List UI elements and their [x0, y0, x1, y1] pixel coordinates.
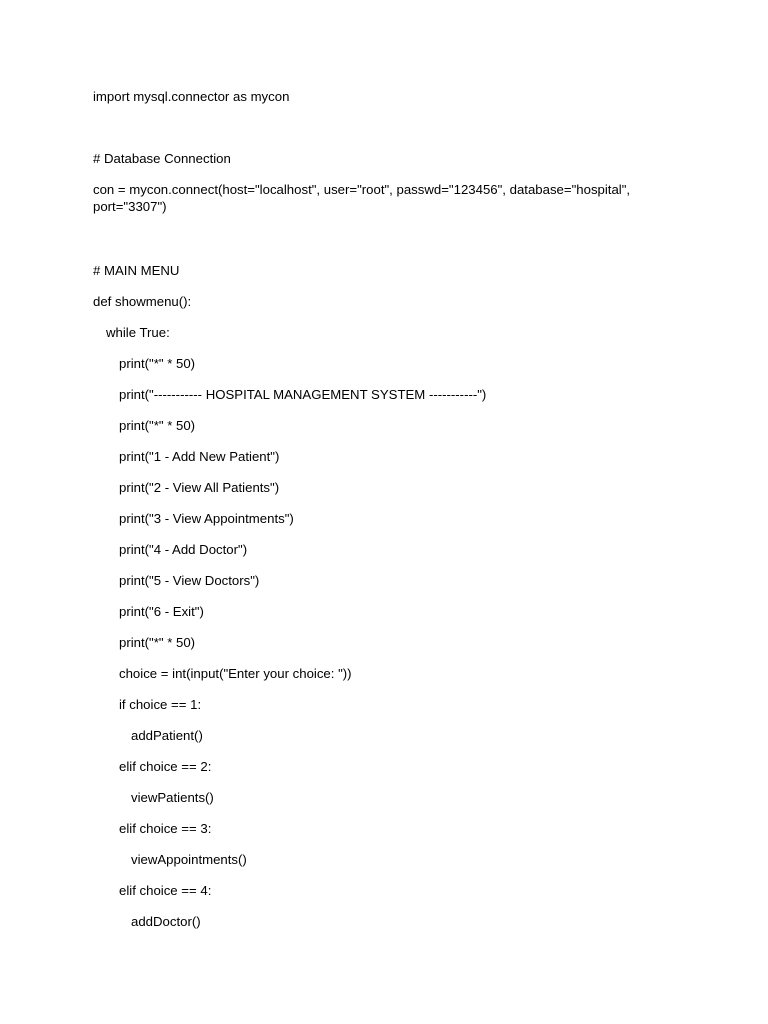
code-line-print-stars-2: print("*" * 50) [119, 418, 196, 433]
code-line-print-title: print("----------- HOSPITAL MANAGEMENT SYSTEM -----------") [119, 387, 487, 402]
comment-main-menu: # MAIN MENU [93, 263, 180, 278]
code-line-print-option-2: print("2 - View All Patients") [119, 480, 280, 495]
code-line-elif-choice-3: elif choice == 3: [119, 821, 212, 836]
code-line-while-true: while True: [106, 325, 170, 340]
code-line-print-option-1: print("1 - Add New Patient") [119, 449, 280, 464]
code-line-elif-choice-2: elif choice == 2: [119, 759, 212, 774]
code-line-view-patients: viewPatients() [131, 790, 214, 805]
code-line-def-showmenu: def showmenu(): [93, 294, 192, 309]
code-line-choice-input: choice = int(input("Enter your choice: ")) [119, 666, 352, 681]
code-line-import: import mysql.connector as mycon [93, 89, 290, 104]
code-line-print-option-6: print("6 - Exit") [119, 604, 204, 619]
code-line-connection: con = mycon.connect(host="localhost", user="root", passwd="123456", database="hospital", port="3307") [93, 182, 631, 214]
code-line-print-stars-3: print("*" * 50) [119, 635, 196, 650]
code-line-print-option-5: print("5 - View Doctors") [119, 573, 260, 588]
code-line-add-doctor: addDoctor() [131, 914, 201, 929]
code-line-print-option-3: print("3 - View Appointments") [119, 511, 294, 526]
code-line-print-stars-1: print("*" * 50) [119, 356, 196, 371]
code-line-add-patient: addPatient() [131, 728, 203, 743]
code-line-elif-choice-4: elif choice == 4: [119, 883, 212, 898]
comment-database-connection: # Database Connection [93, 151, 231, 166]
code-line-print-option-4: print("4 - Add Doctor") [119, 542, 248, 557]
code-line-if-choice-1: if choice == 1: [119, 697, 202, 712]
code-line-view-appointments: viewAppointments() [131, 852, 247, 867]
